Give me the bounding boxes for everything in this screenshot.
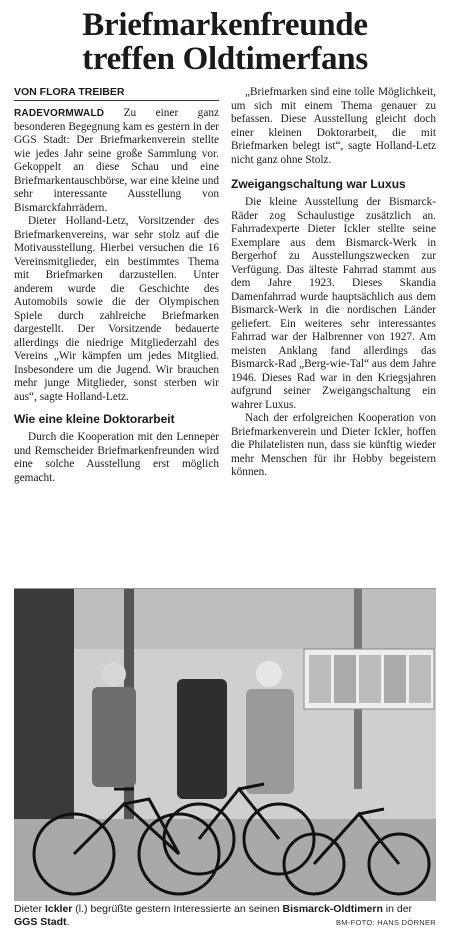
left-paragraph-1-text: Zu einer ganz besonderen Begegnung kam es gestern in der GGS Stadt: Der Briefmarkenverein stellte wie jedes Jahr seine große Sammlung vor. Gekoppelt an diese Schau und eine Briefmarkentauschbörse, war eine kleine und sehr interessante Ausstellung von Bismarckfahrrädern. (14, 107, 219, 214)
caption-text-1: Dieter (14, 903, 45, 915)
caption-bold-1: Bismarck-Oldtimern (282, 903, 383, 915)
right-paragraph-2: Die kleine Ausstellung der Bismarck-Räder zog Schaulustige zusätzlich an. Fahrradexperte Dieter Ickler stellte seine Exemplare aus dem Bismarck-Werk in Bergerhof zu Ausstellungszwecken zur Verfügung. Das älteste Fahrrad stammt aus dem Jahre 1923. Dieses Skandia Damenfahrrad wurde hauptsächlich aus dem Bismarck-Werk in die nordischen Länder geliefert. Ein weiteres sehr interessantes Fahrrad war der Halbrenner von 1927. Am meisten Anklang fand allerdings das Bismarck-Rad „Berg-wie-Tal“ aus dem Jahre 1946. Dieses Rad war in den Kriegsjahren aufgrund seiner Zweigangschaltung ein wahrer Luxus. (231, 196, 436, 411)
article-photo (14, 588, 436, 901)
right-column (231, 86, 436, 485)
article-body (14, 86, 436, 485)
byline: VON FLORA TREIBER (14, 86, 219, 101)
right-paragraph-3: Nach der erfolgreichen Kooperation von Briefmarkenverein und Dieter Ickler, hoffen die Philatelisten nun, dass sie künftig wieder mehr Menschen für ihr Hobby begeistern können. (231, 412, 436, 478)
photo-illustration (14, 589, 436, 901)
subhead-zweigangschaltung: Zweigangschaltung war Luxus (231, 177, 406, 191)
caption-name: Ickler (44, 903, 73, 915)
headline (14, 8, 436, 76)
headline-line-1: Briefmarkenfreunde (82, 7, 368, 43)
photo-credit: BM-FOTO: HANS DÖRNER (335, 918, 436, 927)
left-paragraph-1 (14, 107, 219, 215)
left-paragraph-3: Durch die Kooperation mit den Lenneper und Remscheider Briefmarkenfreunden wird eine solche Ausstellung erst möglich gemacht. (14, 431, 219, 484)
photo-caption (14, 903, 436, 929)
caption-text-2: (l.) begrüßte gestern Interessierte an seinen (72, 903, 283, 915)
left-column (14, 86, 219, 485)
caption-bold-2: GGS Stadt (14, 916, 67, 928)
caption-text-4: . (66, 916, 70, 928)
caption-text-3: in der (382, 903, 413, 915)
subhead-doktorarbeit: Wie eine kleine Doktorarbeit (14, 412, 175, 426)
dateline: RADEVORMWALD (14, 108, 105, 119)
right-paragraph-1: „Briefmarken sind eine tolle Möglichkeit, um sich mit einem Thema genauer zu befassen. Diese Ausstellung gleicht doch einer kleinen Doktorarbeit, die mit Briefmarken belegt ist“, sagte Holland-Letz nicht ganz ohne Stolz. (231, 86, 436, 166)
headline-line-2: treffen Oldtimerfans (82, 41, 368, 77)
left-paragraph-2: Dieter Holland-Letz, Vorsitzender des Briefmarkenvereins, war sehr stolz auf die Motivausstellung. Hierbei versuchen die 16 Vereinsmitglieder, ein bestimmtes Thema mit Briefmarken darzustellen. Unter anderem wurde die Geschichte des Automobils sowie die der Olympischen Spiele durch zahlreiche Briefmarken dargestellt. Der Vorsitzende bedauerte allerdings die niedrige Mitgliederzahl des Vereins „Wir kämpfen um jedes Mitglied. Insbesondere um die Jugend. Wir brauchen mehr junge Mitglieder, sonst sterben wir aus“, sagte Holland-Letz. (14, 215, 219, 403)
